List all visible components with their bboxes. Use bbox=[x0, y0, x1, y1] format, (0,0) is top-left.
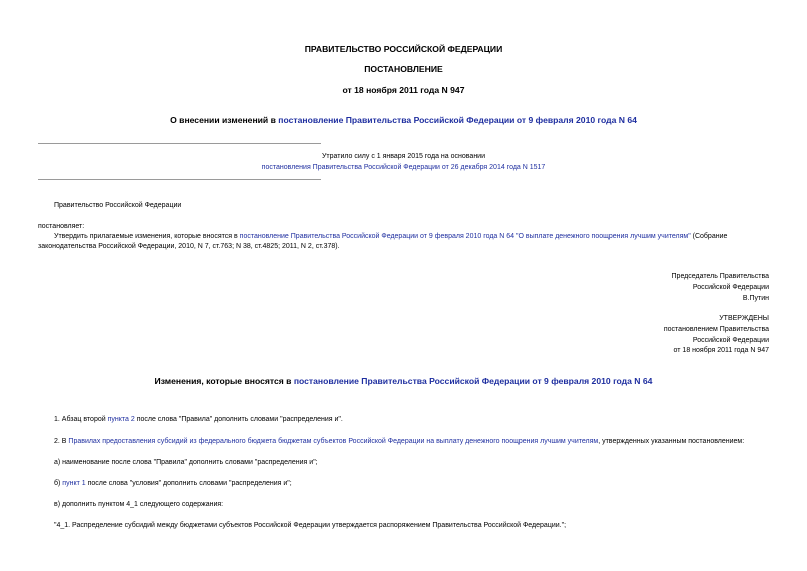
changes-title bbox=[0, 376, 807, 386]
item-b-suffix: после слова "условия" дополнить словами "распределения и"; bbox=[85, 480, 292, 487]
signature-line2: Российской Федерации bbox=[692, 284, 769, 291]
approved-line4: от 18 ноября 2011 года N 947 bbox=[673, 347, 769, 354]
approved-line2: постановлением Правительства bbox=[663, 326, 769, 333]
item-c: в) дополнить пунктом 4_1 следующего содержания: bbox=[54, 501, 224, 508]
title-link[interactable]: постановление Правительства Российской Федерации от 9 февраля 2010 года N 64 bbox=[278, 115, 637, 125]
item-1-prefix: 1. Абзац второй bbox=[54, 416, 108, 423]
item-a: а) наименование после слова "Правила" дополнить словами "распределения и"; bbox=[54, 459, 318, 466]
approve-paragraph bbox=[54, 232, 727, 242]
document-title bbox=[0, 115, 807, 125]
approved-line1: УТВЕРЖДЕНЫ bbox=[719, 315, 769, 322]
approve-link[interactable]: постановление Правительства Российской Федерации от 9 февраля 2010 года N 64 "О выплате денежного поощрения лучшим учителям" bbox=[239, 233, 691, 240]
changes-title-link[interactable]: постановление Правительства Российской Федерации от 9 февраля 2010 года N 64 bbox=[293, 376, 653, 386]
approve-suffix: (Собрание bbox=[690, 233, 728, 240]
repeal-note-line2 bbox=[0, 164, 807, 171]
signature-name: В.Путин bbox=[742, 295, 769, 302]
item-2-prefix: 2. В bbox=[54, 438, 69, 445]
government-heading: ПРАВИТЕЛЬСТВО РОССИЙСКОЙ ФЕДЕРАЦИИ bbox=[304, 44, 503, 54]
approve-prefix: Утвердить прилагаемые изменения, которые вносятся в bbox=[54, 233, 240, 240]
repeal-note-link[interactable]: постановления Правительства Российской Федерации от 26 декабря 2014 года N 1517 bbox=[261, 164, 546, 171]
item-2-suffix: , утвержденных указанным постановлением: bbox=[598, 438, 745, 445]
approved-line3: Российской Федерации bbox=[692, 337, 769, 344]
title-prefix: О внесении изменений в bbox=[170, 115, 279, 125]
item-1-suffix: после слова "Правила" дополнить словами "распределения и". bbox=[134, 416, 343, 423]
separator-top bbox=[38, 143, 321, 144]
approve-paragraph-line2: законодательства Российской Федерации, 2010, N 7, ст.763; N 38, ст.4825; 2011, N 2, ст.378). bbox=[38, 243, 340, 250]
repeal-note-line1: Утратило силу с 1 января 2015 года на основании bbox=[321, 153, 486, 160]
item-quote: "4_1. Распределение субсидий между бюджетами субъектов Российской Федерации утверждается распоряжением Правительства Российской Федерации."; bbox=[54, 522, 567, 529]
item-2 bbox=[54, 437, 744, 447]
item-1 bbox=[54, 415, 343, 425]
item-b bbox=[54, 479, 292, 489]
item-2-link[interactable]: Правилах предоставления субсидий из федерального бюджета бюджетам субъектов Российской Федерации на выплату денежного поощрения лучшим учителям bbox=[68, 438, 599, 445]
signature-line1: Председатель Правительства bbox=[671, 273, 769, 280]
item-b-prefix: б) bbox=[54, 480, 63, 487]
item-1-link[interactable]: пункта 2 bbox=[107, 416, 135, 423]
document-type: ПОСТАНОВЛЕНИЕ bbox=[364, 64, 443, 74]
item-b-link[interactable]: пункт 1 bbox=[62, 480, 86, 487]
government-rf: Правительство Российской Федерации bbox=[54, 202, 182, 209]
decides-text: постановляет: bbox=[38, 223, 85, 230]
separator-bottom bbox=[38, 179, 321, 180]
document-date-number: от 18 ноября 2011 года N 947 bbox=[342, 85, 465, 95]
changes-title-prefix: Изменения, которые вносятся в bbox=[154, 376, 294, 386]
